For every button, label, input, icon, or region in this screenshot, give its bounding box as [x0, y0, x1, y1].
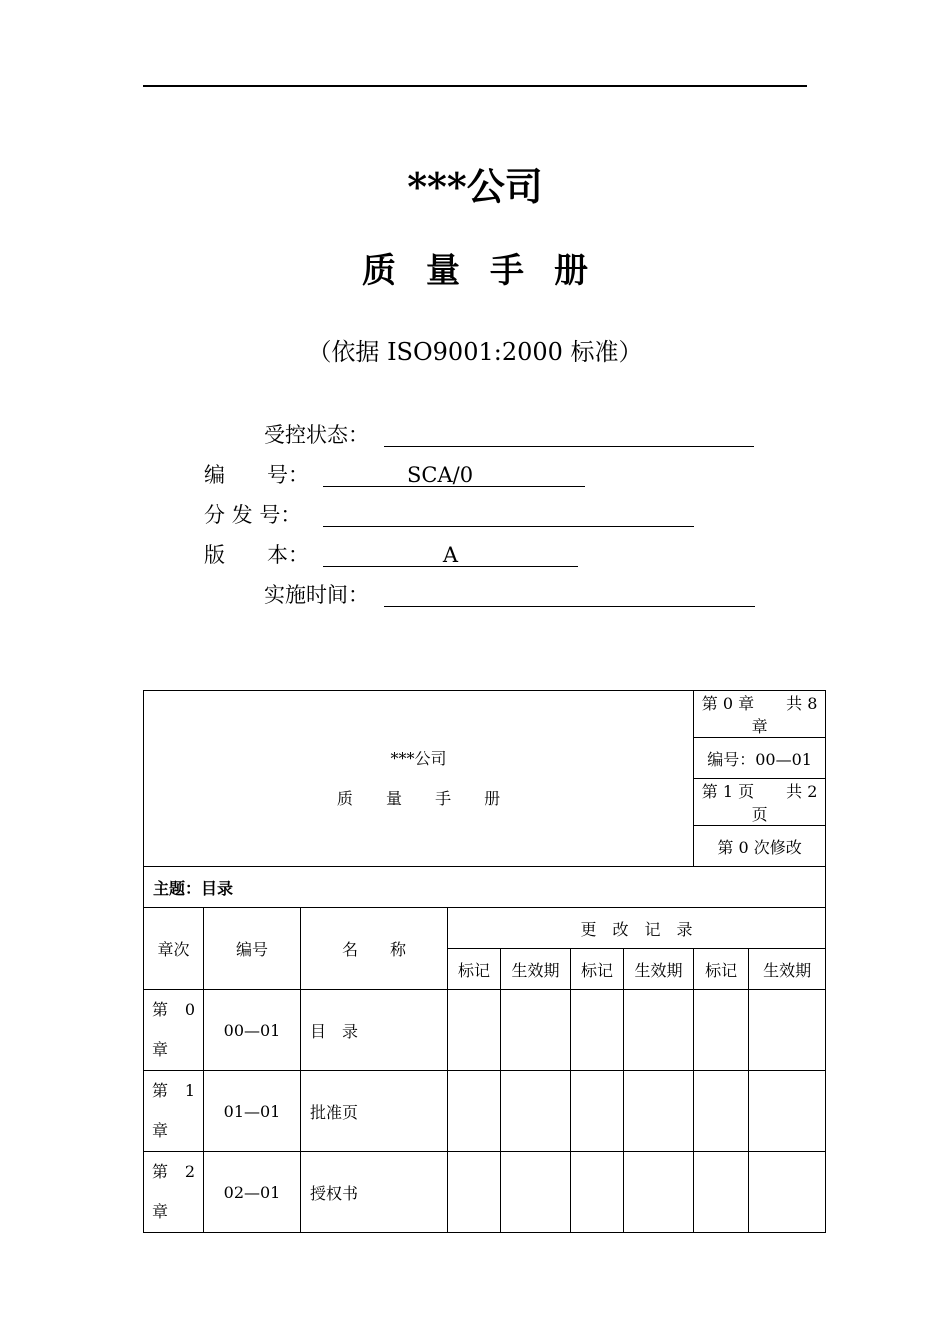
field-label: 实施时间：: [264, 583, 369, 607]
company-title: ***公司: [407, 164, 543, 209]
row-name: 目 录: [301, 990, 448, 1071]
col-header-chapter: 章次: [144, 908, 204, 990]
table-row: [144, 1071, 826, 1152]
field-label: 分 发 号：: [204, 503, 302, 527]
revision-info: 第 0 次修改: [694, 826, 826, 867]
row-code: 02—01: [204, 1152, 301, 1233]
row-name: 批准页: [301, 1071, 448, 1152]
sub-col-effective: 生效期: [624, 949, 694, 990]
field-distribution-number: [204, 500, 301, 530]
cover-table: [143, 690, 826, 1233]
table-company-title: ***公司: [390, 748, 447, 768]
manual-title: 质量手册: [362, 251, 618, 291]
sub-col-mark: 标记: [448, 949, 501, 990]
sub-col-mark: 标记: [694, 949, 749, 990]
field-control-status: [264, 420, 369, 450]
col-header-name: 名 称: [301, 908, 448, 990]
field-label: 编 号：: [204, 463, 309, 487]
field-number: [204, 460, 474, 490]
table-row: [144, 990, 826, 1071]
sub-col-effective: 生效期: [501, 949, 571, 990]
row-chapter: 第 2 章: [144, 1152, 204, 1233]
field-version: [204, 540, 459, 570]
field-effective-date: [264, 580, 369, 610]
row-code: 01—01: [204, 1071, 301, 1152]
field-value-line: [384, 580, 755, 607]
standard-reference: （依据 ISO9001:2000 标准）: [307, 338, 643, 366]
field-value-line: SCA/0: [323, 460, 585, 487]
sub-col-mark: 标记: [571, 949, 624, 990]
field-value-line: [384, 420, 754, 447]
header-rule: [143, 85, 807, 87]
sub-col-effective: 生效期: [749, 949, 826, 990]
row-chapter: 第 0 章: [144, 990, 204, 1071]
table-header-title: [144, 691, 694, 867]
row-chapter: 第 1 章: [144, 1071, 204, 1152]
table-row: [144, 1152, 826, 1233]
row-name: 授权书: [301, 1152, 448, 1233]
field-label: 版 本：: [204, 543, 309, 567]
field-value-line: A: [323, 540, 578, 567]
chapter-info: 第 0 章 共 8 章: [694, 691, 826, 738]
field-value-line: [323, 500, 694, 527]
table-manual-title: 质 量 手 册: [336, 788, 515, 808]
col-header-code: 编号: [204, 908, 301, 990]
page-info: 第 1 页 共 2 页: [694, 779, 826, 826]
document-code: 编号：00—01: [694, 738, 826, 779]
field-label: 受控状态：: [264, 423, 369, 447]
col-header-change-record: 更 改 记 录: [448, 908, 826, 949]
subject-line: 主题：目录: [144, 867, 826, 908]
row-code: 00—01: [204, 990, 301, 1071]
